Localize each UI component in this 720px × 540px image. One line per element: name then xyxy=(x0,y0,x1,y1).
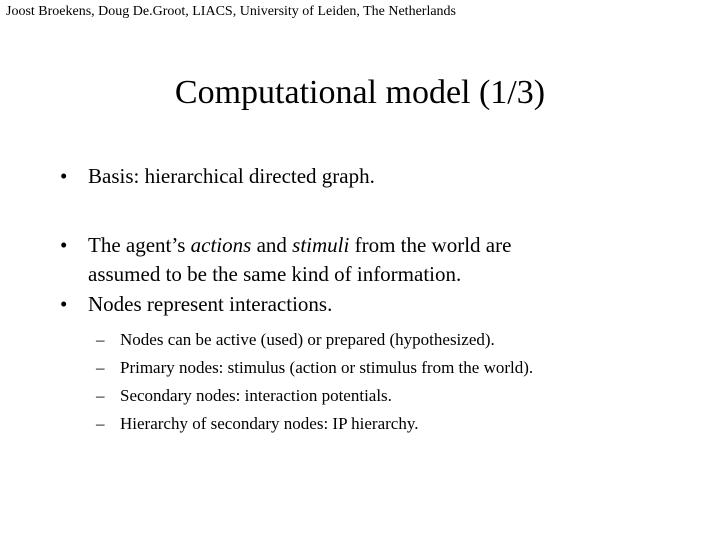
dash-marker: – xyxy=(96,386,105,405)
slide-title: Computational model (1/3) xyxy=(174,74,546,111)
bullet-text xyxy=(88,231,511,259)
bullet-text: Nodes represent interactions. xyxy=(88,292,333,316)
slide-header: Joost Broekens, Doug De.Groot, LIACS, University of Leiden, The Netherlands xyxy=(6,4,456,19)
emphasis-stimuli: stimuli xyxy=(292,233,350,257)
bullet-text: Basis: hierarchical directed graph. xyxy=(88,164,375,188)
sub-bullet-text: Hierarchy of secondary nodes: IP hierarchy. xyxy=(120,414,419,433)
sub-bullet-text: Nodes can be active (used) or prepared (hypothesized). xyxy=(120,330,495,349)
bullet-text-line2: assumed to be the same kind of information. xyxy=(88,262,462,286)
sub-bullet-text: Secondary nodes: interaction potentials. xyxy=(120,386,392,405)
bullet-marker: • xyxy=(60,233,68,257)
emphasis-actions: actions xyxy=(190,233,252,257)
bullet-text-part: from the world are xyxy=(349,233,512,257)
bullet-marker: • xyxy=(60,292,68,316)
bullet-text-part: and xyxy=(251,233,293,257)
sub-bullet-text: Primary nodes: stimulus (action or stimulus from the world). xyxy=(120,358,534,377)
bullet-marker: • xyxy=(60,164,68,188)
dash-marker: – xyxy=(96,330,105,349)
dash-marker: – xyxy=(96,414,105,433)
bullet-text-part: The agent’s xyxy=(88,233,191,257)
dash-marker: – xyxy=(96,358,105,377)
